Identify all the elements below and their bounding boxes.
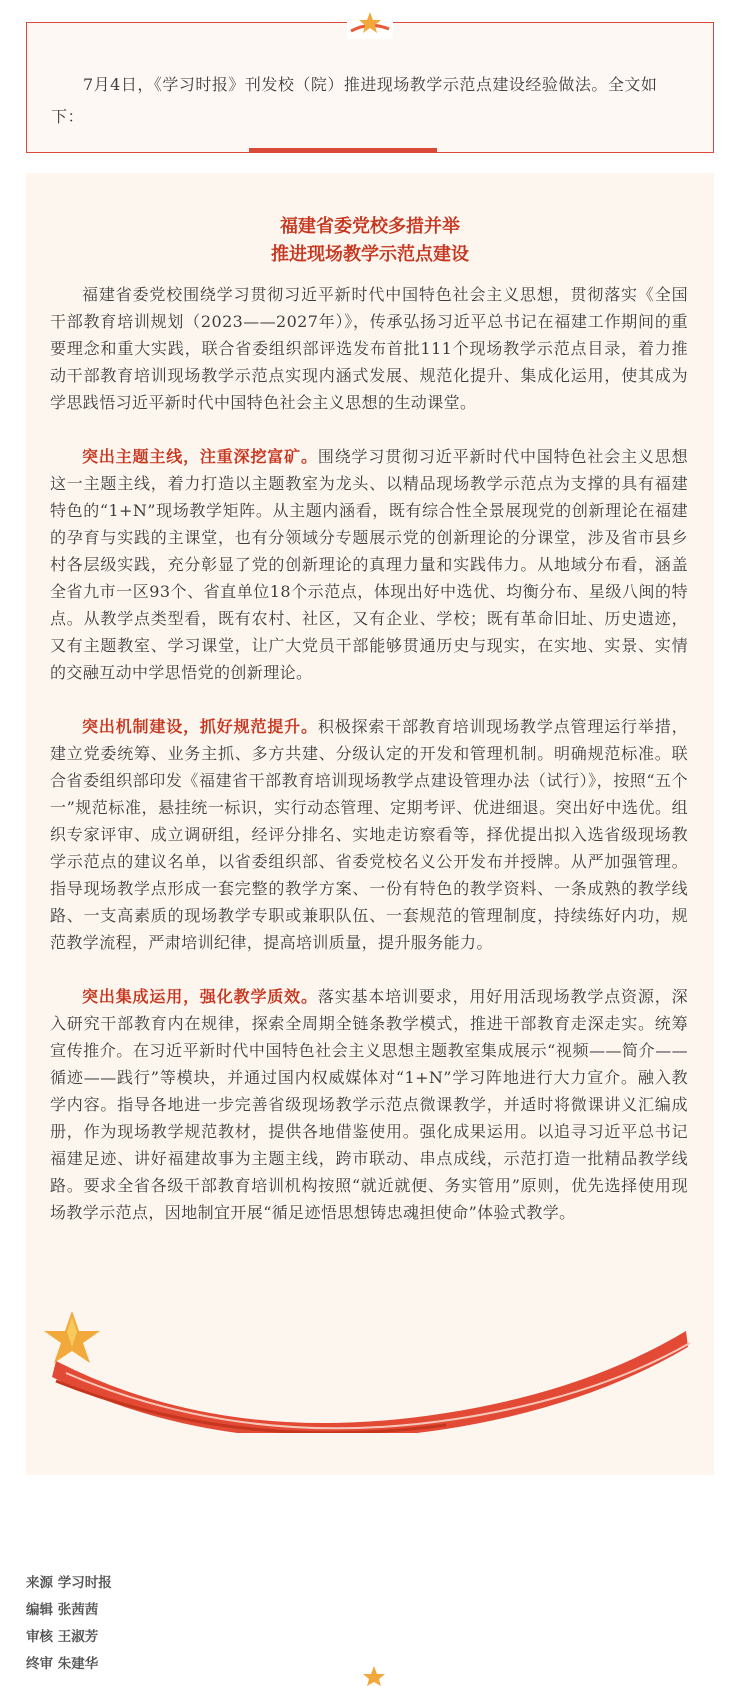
credit-reviewer: 审核 王淑芳 — [26, 1629, 99, 1645]
credits — [26, 1570, 112, 1678]
paragraph-2-lead: 突出主题主线，注重深挖富矿。 — [82, 447, 318, 466]
article-body — [50, 281, 688, 1253]
paragraph-2-body: 围绕学习贯彻习近平新时代中国特色社会主义思想这一主题主线，着力打造以主题教室为龙头、以精品现场教学示范点为支撑的具有福建特色的“1+N”现场教学矩阵。从主题内涵看，既有综合性全景展现党的创新理论在福建的孕育与实践的主课堂，也有分领域分专题展示党的创新理论的分课堂，涉及省市县乡村各层级实践，充分彰显了党的创新理论的真理力量和实践伟力。从地域分布看，涵盖全省九市一区93个、省直单位18个示范点，体现出好中选优、均衡分布、星级八闽的特点。从教学点类型看，既有农村、社区，又有企业、学校；既有革命旧址、历史遗迹，又有主题教室、学习课堂，让广大党员干部能够贯通历史与现实，在实地、实景、实情的交融互动中学思悟党的创新理论。 — [50, 447, 688, 682]
star-icon — [356, 1664, 392, 1686]
paragraph-3-body: 积极探索干部教育培训现场教学点管理运行举措，建立党委统筹、业务主抓、多方共建、分级认定的开发和管理机制。明确规范标准。联合省委组织部印发《福建省干部教育培训现场教学点建设管理办法（试行）》，按照“五个一”规范标准，悬挂统一标识，实行动态管理、定期考评、优进细退。突出好中选优。组织专家评审、成立调研组，经评分排名、实地走访察看等，择优提出拟入选省级现场教学示范点的建议名单，以省委组织部、省委党校名义公开发布并授牌。从严加强管理。指导现场教学点形成一套完整的教学方案、一份有特色的教学资料、一条成熟的教学线路、一支高素质的现场教学专职或兼职队伍、一套规范的管理制度，持续练好内功，规范教学流程，严肃培训纪律，提高培训质量，提升服务能力。 — [50, 717, 688, 952]
ribbon-star-decoration — [26, 1303, 714, 1433]
article-title-line2: 推进现场教学示范点建设 — [271, 244, 469, 265]
credit-final-reviewer: 终审 朱建华 — [26, 1656, 99, 1672]
intro-divider — [249, 148, 437, 153]
paragraph-1: 福建省委党校围绕学习贯彻习近平新时代中国特色社会主义思想，贯彻落实《全国干部教育培训规划（2023——2027年）》，传承弘扬习近平总书记在福建工作期间的重要理念和重大实践，联合省委组织部评选发布首批111个现场教学示范点目录，着力推动干部教育培训现场教学示范点实现内涵式发展、规范化提升、集成化运用，使其成为学思践悟习近平新时代中国特色社会主义思想的生动课堂。 — [50, 285, 688, 412]
credit-source: 来源 学习时报 — [26, 1575, 112, 1591]
article-panel — [26, 173, 714, 1475]
credit-editor: 编辑 张茜茜 — [26, 1602, 99, 1618]
paragraph-4-body: 落实基本培训要求，用好用活现场教学点资源，深入研究干部教育内在规律，探索全周期全链条教学模式，推进干部教育走深走实。统筹宣传推介。在习近平新时代中国特色社会主义思想主题教室集成展示“视频——简介——循迹——践行”等模块，并通过国内权威媒体对“1+N”学习阵地进行大力宣介。融入教学内容。指导各地进一步完善省级现场教学示范点微课教学，并适时将微课讲义汇编成册，作为现场教学规范教材，提供各地借鉴使用。强化成果运用。以追寻习近平总书记福建足迹、讲好福建故事为主题主线，跨市联动、串点成线，示范打造一批精品教学线路。要求全省各级干部教育培训机构按照“就近就便、务实管用”原则，优先选择使用现场教学示范点，因地制宜开展“循足迹悟思想铸忠魂担使命”体验式教学。 — [50, 987, 688, 1222]
paragraph-4-lead: 突出集成运用，强化教学质效。 — [82, 987, 318, 1006]
star-ribbon-icon — [347, 9, 393, 39]
intro-box — [26, 22, 714, 153]
paragraph-3-lead: 突出机制建设，抓好规范提升。 — [82, 717, 318, 736]
article-title — [26, 213, 714, 269]
paragraph-3 — [50, 713, 688, 956]
article-title-line1: 福建省委党校多措并举 — [280, 216, 460, 237]
paragraph-2 — [50, 443, 688, 686]
intro-text: 7月4日，《学习时报》刊发校（院）推进现场教学示范点建设经验做法。全文如下： — [51, 75, 658, 126]
paragraph-4 — [50, 983, 688, 1226]
